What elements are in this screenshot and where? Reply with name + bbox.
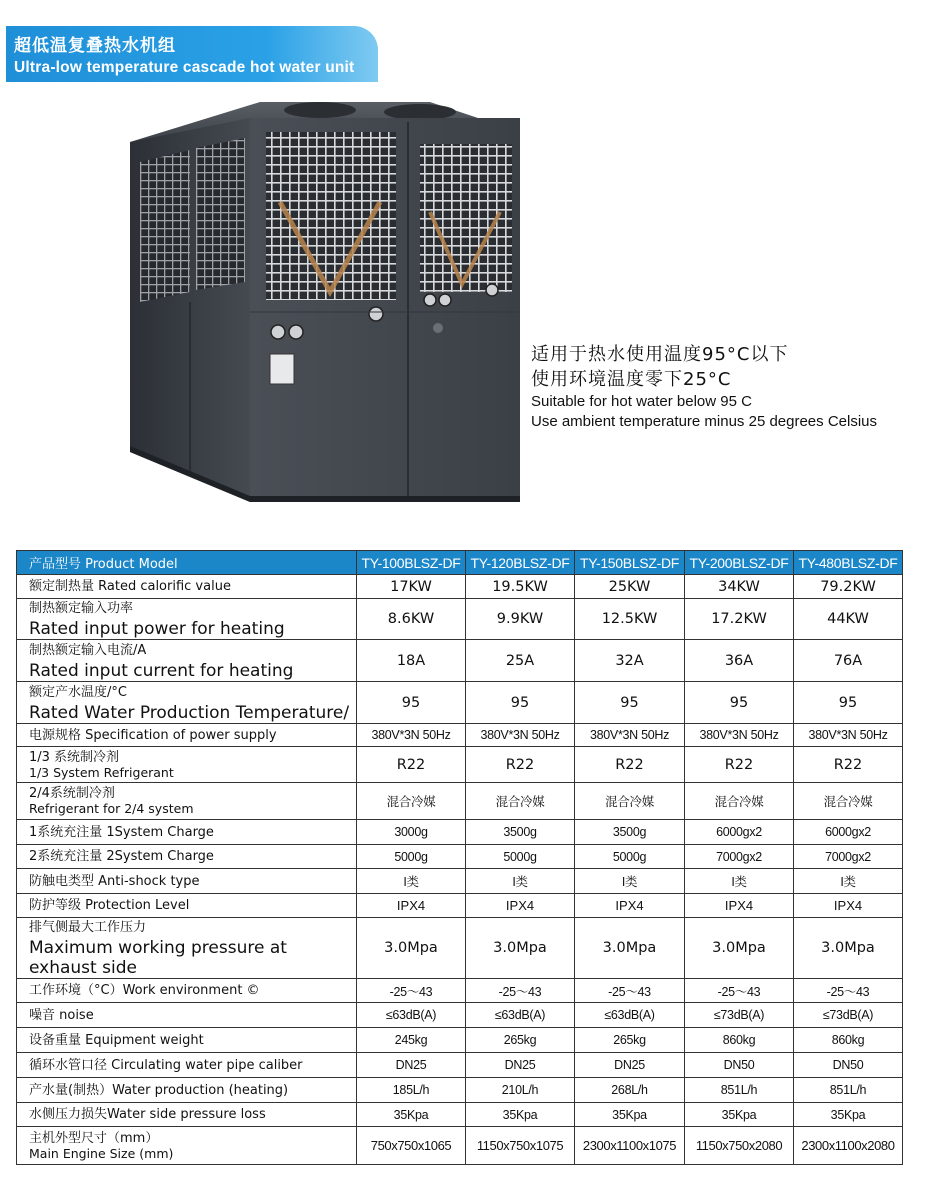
table-cell: DN25 — [466, 1053, 575, 1078]
table-cell: 380V*3N 50Hz — [466, 724, 575, 747]
model-header: TY-120BLSZ-DF — [466, 551, 575, 575]
table-cell: 18A — [357, 640, 466, 682]
title-en: Ultra-low temperature cascade hot water unit — [14, 59, 355, 76]
table-cell: 35Kpa — [466, 1103, 575, 1127]
table-cell: 6000gx2 — [685, 820, 794, 845]
row-label-secondary: Rated input power for heating — [29, 619, 285, 639]
banner-accent — [368, 26, 384, 82]
table-cell: IPX4 — [575, 894, 685, 918]
row-label-primary: 2系统充注量 2System Charge — [29, 849, 214, 864]
feature-en-2: Use ambient temperature minus 25 degrees Celsius — [531, 413, 878, 430]
table-cell: 265kg — [575, 1028, 685, 1053]
table-cell: 2300x1100x2080 — [794, 1127, 903, 1165]
row-label-secondary: Rated input current for heating — [29, 660, 294, 681]
table-cell: 268L/h — [575, 1078, 685, 1103]
table-cell: 9.9KW — [466, 599, 575, 640]
table-cell: 5000g — [466, 845, 575, 869]
table-cell: 245kg — [357, 1028, 466, 1053]
table-row — [17, 575, 903, 599]
table-cell: 380V*3N 50Hz — [794, 724, 903, 747]
row-label-secondary: Maximum working pressure at exhaust side — [29, 938, 287, 978]
row-label-primary: 产水量(制热）Water production (heating) — [29, 1082, 289, 1098]
table-cell: 35Kpa — [575, 1103, 685, 1127]
table-cell: IPX4 — [357, 894, 466, 918]
table-cell: 3500g — [466, 820, 575, 845]
row-label-primary: 制热额定输入功率 — [29, 601, 134, 616]
table-cell: 380V*3N 50Hz — [357, 724, 466, 747]
row-label — [17, 869, 357, 894]
table-cell: 95 — [575, 682, 685, 724]
table-cell: -25～43 — [357, 979, 466, 1003]
table-cell: R22 — [466, 747, 575, 783]
table-cell: -25～43 — [794, 979, 903, 1003]
table-cell: 95 — [357, 682, 466, 724]
table-cell: I类 — [685, 869, 794, 894]
table-cell: 265kg — [466, 1028, 575, 1053]
row-label — [17, 599, 357, 640]
table-cell: 35Kpa — [357, 1103, 466, 1127]
table-cell: 380V*3N 50Hz — [685, 724, 794, 747]
table-cell: 95 — [794, 682, 903, 724]
table-cell: ≤73dB(A) — [685, 1003, 794, 1028]
table-cell: I类 — [575, 869, 685, 894]
table-cell: 混合冷媒 — [685, 783, 794, 820]
row-label-primary: 2/4系统制冷剂 — [29, 786, 115, 801]
feature-cn-1: 适用于热水使用温度95°C以下 — [531, 344, 789, 365]
table-cell: -25～43 — [685, 979, 794, 1003]
table-cell: ≤73dB(A) — [794, 1003, 903, 1028]
table-cell: 混合冷媒 — [357, 783, 466, 820]
table-cell: 76A — [794, 640, 903, 682]
row-label-primary: 主机外型尺寸（mm） — [29, 1130, 159, 1146]
row-label-primary: 循环水管口径 Circulating water pipe caliber — [29, 1057, 303, 1073]
row-label-primary: 额定制热量 Rated calorific value — [29, 579, 231, 594]
table-cell: 2300x1100x1075 — [575, 1127, 685, 1165]
row-label-primary: 额定产水温度/°C — [29, 684, 127, 700]
row-label-primary: 噪音 noise — [29, 1007, 94, 1023]
table-cell: 210L/h — [466, 1078, 575, 1103]
table-cell: 25A — [466, 640, 575, 682]
table-cell: 36A — [685, 640, 794, 682]
table-cell: 860kg — [685, 1028, 794, 1053]
feature-cn-2: 使用环境温度零下25°C — [531, 369, 732, 390]
row-label-primary: 排气侧最大工作压力 — [29, 920, 147, 935]
table-cell: 3.0Mpa — [685, 918, 794, 979]
table-row — [17, 1028, 903, 1053]
row-label-primary: 水侧压力损失Water side pressure loss — [29, 1107, 266, 1122]
table-row — [17, 724, 903, 747]
row-label — [17, 1127, 357, 1165]
table-cell: 混合冷媒 — [466, 783, 575, 820]
row-label — [17, 747, 357, 783]
table-row — [17, 1078, 903, 1103]
table-cell: 95 — [466, 682, 575, 724]
product-image — [100, 92, 530, 512]
title-banner — [6, 26, 378, 82]
table-cell: 25KW — [575, 575, 685, 599]
header-label: 产品型号 Product Model — [17, 551, 357, 575]
row-label — [17, 845, 357, 869]
table-cell: 44KW — [794, 599, 903, 640]
table-row — [17, 820, 903, 845]
table-row — [17, 682, 903, 724]
table-cell: 7000gx2 — [685, 845, 794, 869]
row-label-primary: 1系统充注量 1System Charge — [29, 824, 214, 840]
row-label — [17, 918, 357, 979]
table-cell: 79.2KW — [794, 575, 903, 599]
table-cell: I类 — [357, 869, 466, 894]
table-cell: 12.5KW — [575, 599, 685, 640]
table-row — [17, 783, 903, 820]
model-header: TY-480BLSZ-DF — [794, 551, 903, 575]
table-row — [17, 599, 903, 640]
row-label-primary: 制热额定输入电流/A — [29, 642, 147, 658]
table-cell: R22 — [357, 747, 466, 783]
spec-table — [16, 550, 903, 1165]
table-cell: 750x750x1065 — [357, 1127, 466, 1165]
row-label-primary: 电源规格 Specification of power supply — [29, 727, 277, 743]
feature-list — [531, 342, 926, 432]
table-cell: DN50 — [685, 1053, 794, 1078]
table-cell: 860kg — [794, 1028, 903, 1053]
table-row — [17, 894, 903, 918]
table-cell: R22 — [794, 747, 903, 783]
table-cell: 851L/h — [685, 1078, 794, 1103]
row-label — [17, 575, 357, 599]
table-cell: 17.2KW — [685, 599, 794, 640]
row-label-primary: 1/3 系统制冷剂 — [29, 749, 120, 765]
table-cell: DN25 — [575, 1053, 685, 1078]
table-cell: 6000gx2 — [794, 820, 903, 845]
table-cell: IPX4 — [466, 894, 575, 918]
row-label — [17, 820, 357, 845]
table-cell: 3.0Mpa — [357, 918, 466, 979]
row-label — [17, 1103, 357, 1127]
row-label-secondary: Refrigerant for 2/4 system — [29, 801, 194, 816]
table-row — [17, 845, 903, 869]
feature-en-1: Suitable for hot water below 95 C — [531, 393, 752, 410]
model-header: TY-200BLSZ-DF — [685, 551, 794, 575]
row-label — [17, 1003, 357, 1028]
table-cell: 95 — [685, 682, 794, 724]
table-row — [17, 869, 903, 894]
table-cell: 7000gx2 — [794, 845, 903, 869]
table-header-row — [17, 551, 903, 575]
table-cell: R22 — [575, 747, 685, 783]
table-cell: 5000g — [357, 845, 466, 869]
table-cell: 19.5KW — [466, 575, 575, 599]
row-label-secondary: Rated Water Production Temperature/ — [29, 702, 350, 723]
row-label — [17, 783, 357, 820]
row-label-primary: 工作环境（°C）Work environment © — [29, 983, 260, 998]
row-label — [17, 640, 357, 682]
table-cell: IPX4 — [794, 894, 903, 918]
table-row — [17, 918, 903, 979]
table-cell: 35Kpa — [794, 1103, 903, 1127]
row-label-primary: 防护等级 Protection Level — [29, 898, 190, 913]
table-cell: -25～43 — [575, 979, 685, 1003]
table-row — [17, 640, 903, 682]
row-label-secondary: Main Engine Size (mm) — [29, 1145, 174, 1161]
row-label-primary: 防触电类型 Anti-shock type — [29, 873, 200, 889]
table-cell: 混合冷媒 — [794, 783, 903, 820]
table-row — [17, 747, 903, 783]
table-cell: R22 — [685, 747, 794, 783]
table-cell: 851L/h — [794, 1078, 903, 1103]
table-cell: I类 — [466, 869, 575, 894]
table-row — [17, 1127, 903, 1165]
table-cell: 3000g — [357, 820, 466, 845]
table-cell: 35Kpa — [685, 1103, 794, 1127]
table-cell: 17KW — [357, 575, 466, 599]
row-label — [17, 1028, 357, 1053]
row-label — [17, 682, 357, 724]
model-header: TY-100BLSZ-DF — [357, 551, 466, 575]
table-cell: 5000g — [575, 845, 685, 869]
table-cell: I类 — [794, 869, 903, 894]
row-label — [17, 1053, 357, 1078]
table-row — [17, 1003, 903, 1028]
table-cell: DN25 — [357, 1053, 466, 1078]
row-label — [17, 1078, 357, 1103]
table-cell: 3.0Mpa — [466, 918, 575, 979]
table-cell: ≤63dB(A) — [575, 1003, 685, 1028]
title-cn: 超低温复叠热水机组 — [14, 36, 176, 56]
table-cell: 混合冷媒 — [575, 783, 685, 820]
table-cell: ≤63dB(A) — [466, 1003, 575, 1028]
table-cell: 1150x750x2080 — [685, 1127, 794, 1165]
row-label — [17, 979, 357, 1003]
row-label — [17, 894, 357, 918]
table-cell: 3500g — [575, 820, 685, 845]
table-cell: 3.0Mpa — [575, 918, 685, 979]
table-cell: 8.6KW — [357, 599, 466, 640]
table-row — [17, 979, 903, 1003]
table-cell: -25～43 — [466, 979, 575, 1003]
row-label — [17, 724, 357, 747]
model-header: TY-150BLSZ-DF — [575, 551, 685, 575]
table-cell: 380V*3N 50Hz — [575, 724, 685, 747]
table-cell: 32A — [575, 640, 685, 682]
row-label-secondary: 1/3 System Refrigerant — [29, 764, 174, 780]
table-cell: 185L/h — [357, 1078, 466, 1103]
row-label-primary: 设备重量 Equipment weight — [29, 1032, 204, 1048]
table-cell: 3.0Mpa — [794, 918, 903, 979]
table-cell: DN50 — [794, 1053, 903, 1078]
table-row — [17, 1103, 903, 1127]
table-row — [17, 1053, 903, 1078]
table-cell: 1150x750x1075 — [466, 1127, 575, 1165]
table-cell: IPX4 — [685, 894, 794, 918]
table-cell: 34KW — [685, 575, 794, 599]
table-cell: ≤63dB(A) — [357, 1003, 466, 1028]
